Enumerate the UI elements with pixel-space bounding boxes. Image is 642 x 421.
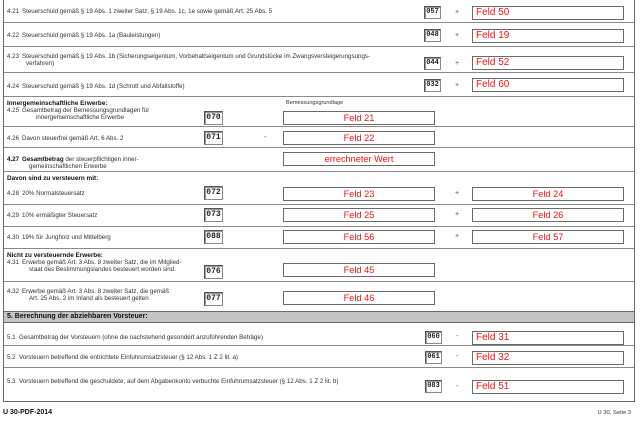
row-number: 5.1 [7,334,16,341]
amount-field-feld-50[interactable]: Feld 50 [472,6,624,20]
row-number: 5.2 [7,354,16,361]
section-5-header [4,311,634,323]
minus-sign: - [456,353,459,360]
row-label: Davon steuerfrei gemäß Art. 6 Abs. 2 [22,135,124,142]
row-label-continued: gemeinschaftlichen Erwerbe [29,163,107,170]
form-row-4-32 [4,282,634,311]
amount-field-feld-57[interactable]: Feld 57 [472,230,624,244]
row-number: 4.21 [7,8,20,15]
row-label-continued: Art. 25 Abs. 2 im Inland als besteuert gelten [29,295,149,302]
row-label: Gesamtbetrag der Vorsteuern (ohne die nachstehend gesondert anzuführenden Beträge) [19,334,263,341]
row-label-continued: staat des Bestimmungslandes besteuert worden sind. [29,266,176,273]
form-row-5-2 [4,346,634,368]
amount-field-feld-23[interactable]: Feld 23 [283,187,435,201]
row-number: 4.26 [7,135,20,142]
form-row-5-1 [4,324,634,346]
form-row-4-21 [4,0,634,23]
plus-sign: + [455,32,460,39]
row-label: 19% für Jungholz und Mittelberg [22,234,111,241]
row-number: 5.3 [7,378,16,385]
amount-field-calculated: errechneter Wert [283,152,435,166]
minus-sign: - [264,134,267,141]
code-box: 088 [204,230,223,244]
row-label: Steuerschuld gemäß § 19 Abs. 1 zweiter Satz, § 19 Abs. 1c, 1e sowie gemäß Art. 25 Abs. 5 [22,8,273,15]
section-heading-taxable: Davon sind zu versteuern mit: [7,175,99,182]
form-row-4-28 [4,172,634,205]
section-5-title: 5. Berechnung der abziehbaren Vorsteuer: [7,313,148,320]
section-heading-non-taxable: Nicht zu versteuernde Erwerbe: [7,252,103,259]
form-row-4-27 [4,148,634,172]
code-box: 076 [204,265,223,279]
form-identifier: U 30-PDF-2014 [3,409,53,416]
row-label: 20% Normalsteuersatz [22,190,85,197]
amount-field-feld-51[interactable]: Feld 51 [472,380,624,394]
form-row-5-3 [4,368,634,402]
plus-sign: + [455,60,460,67]
row-label-continued: verfahren) [26,60,55,67]
row-number: 4.22 [7,32,20,39]
row-number: 4.30 [7,234,20,241]
amount-field-feld-60[interactable]: Feld 60 [472,78,624,92]
row-number: 4.25 [7,107,20,114]
plus-sign: + [455,233,460,240]
row-label: Steuerschuld gemäß § 19 Abs. 1d (Schrott und Abfallstoffe) [22,83,185,90]
row-label: Vorsteuern betreffend die entrichtete Einfuhrumsatzsteuer (§ 12 Abs. 1 Z 2 lit. a) [19,354,238,361]
code-box: 032 [424,79,441,92]
row-number: 4.29 [7,212,20,219]
row-label-continued: innergemeinschaftliche Erwerbe [36,114,125,121]
row-number: 4.32 [7,288,20,295]
row-number: 4.23 [7,53,20,60]
code-box: 057 [424,6,441,19]
row-number: 4.31 [7,259,20,266]
code-box: 072 [204,186,223,200]
row-number: 4.24 [7,83,20,90]
row-label-bold: Gesamtbetrag [22,156,64,163]
row-label: Erwerbe gemäß Art. 3 Abs. 8 zweiter Satz, die im Mitglied- [22,259,182,266]
code-box: 070 [204,111,223,125]
amount-field-feld-31[interactable]: Feld 31 [472,331,624,345]
code-box: 060 [425,331,442,344]
code-box: 073 [204,208,223,222]
column-header-bemessungsgrundlage: Bemessungsgrundlage [286,100,344,106]
amount-field-feld-25[interactable]: Feld 25 [283,208,435,222]
minus-sign: - [456,383,459,390]
amount-field-feld-56[interactable]: Feld 56 [283,230,435,244]
plus-sign: + [455,211,460,218]
form-row-4-26 [4,127,634,148]
form-row-4-23 [4,47,634,73]
form-row-4-25 [4,97,634,127]
row-label: Gesamtbetrag der Bemessungsgrundlagen für [22,107,150,114]
amount-field-feld-22[interactable]: Feld 22 [283,131,435,145]
row-label: Gesamtbetrag der steuerpflichtigen inner- [22,156,139,163]
code-box: 083 [425,380,442,393]
minus-sign: - [456,333,459,340]
page-number: U 30, Seite 3 [597,410,631,416]
row-label: Steuerschuld gemäß § 19 Abs. 1a (Bauleistungen) [22,32,161,39]
form-row-4-31 [4,249,634,282]
row-label: 10% ermäßigter Steuersatz [22,212,98,219]
form-row-4-30 [4,227,634,249]
amount-field-feld-19[interactable]: Feld 19 [472,29,624,43]
row-label: Vorsteuern betreffend die geschuldete, auf dem Abgabenkonto verbuchte Einfuhrumsatzsteuer (§ 12 Abs. 1 Z 2 lit. b) [19,378,339,385]
row-number: 4.27 [7,156,20,163]
plus-sign: + [455,190,460,197]
form-row-4-24 [4,73,634,97]
code-box: 048 [424,29,441,42]
amount-field-feld-52[interactable]: Feld 52 [472,56,624,70]
amount-field-feld-32[interactable]: Feld 32 [472,351,624,365]
amount-field-feld-26[interactable]: Feld 26 [472,208,624,222]
plus-sign: + [455,9,460,16]
form-page [3,0,635,402]
amount-field-feld-21[interactable]: Feld 21 [283,111,435,125]
row-label: Erwerbe gemäß Art. 3 Abs. 8 zweiter Satz, die gemäß [22,288,170,295]
row-label: Steuerschuld gemäß § 19 Abs. 1b (Sicherungseigentum, Vorbehaltseigentum und Grundstücke im Zwangsversteigerungsungs- [22,53,371,60]
form-row-4-29 [4,205,634,227]
code-box: 077 [204,292,223,306]
code-box: 061 [425,351,442,364]
plus-sign: + [455,82,460,89]
amount-field-feld-46[interactable]: Feld 46 [283,291,435,305]
code-box: 044 [424,57,441,70]
section-heading-intra-community: Innergemeinschaftliche Erwerbe: [7,100,108,107]
amount-field-feld-45[interactable]: Feld 45 [283,263,435,277]
amount-field-feld-24[interactable]: Feld 24 [472,187,624,201]
row-number: 4.28 [7,190,20,197]
form-row-4-22 [4,23,634,47]
code-box: 071 [204,131,223,145]
